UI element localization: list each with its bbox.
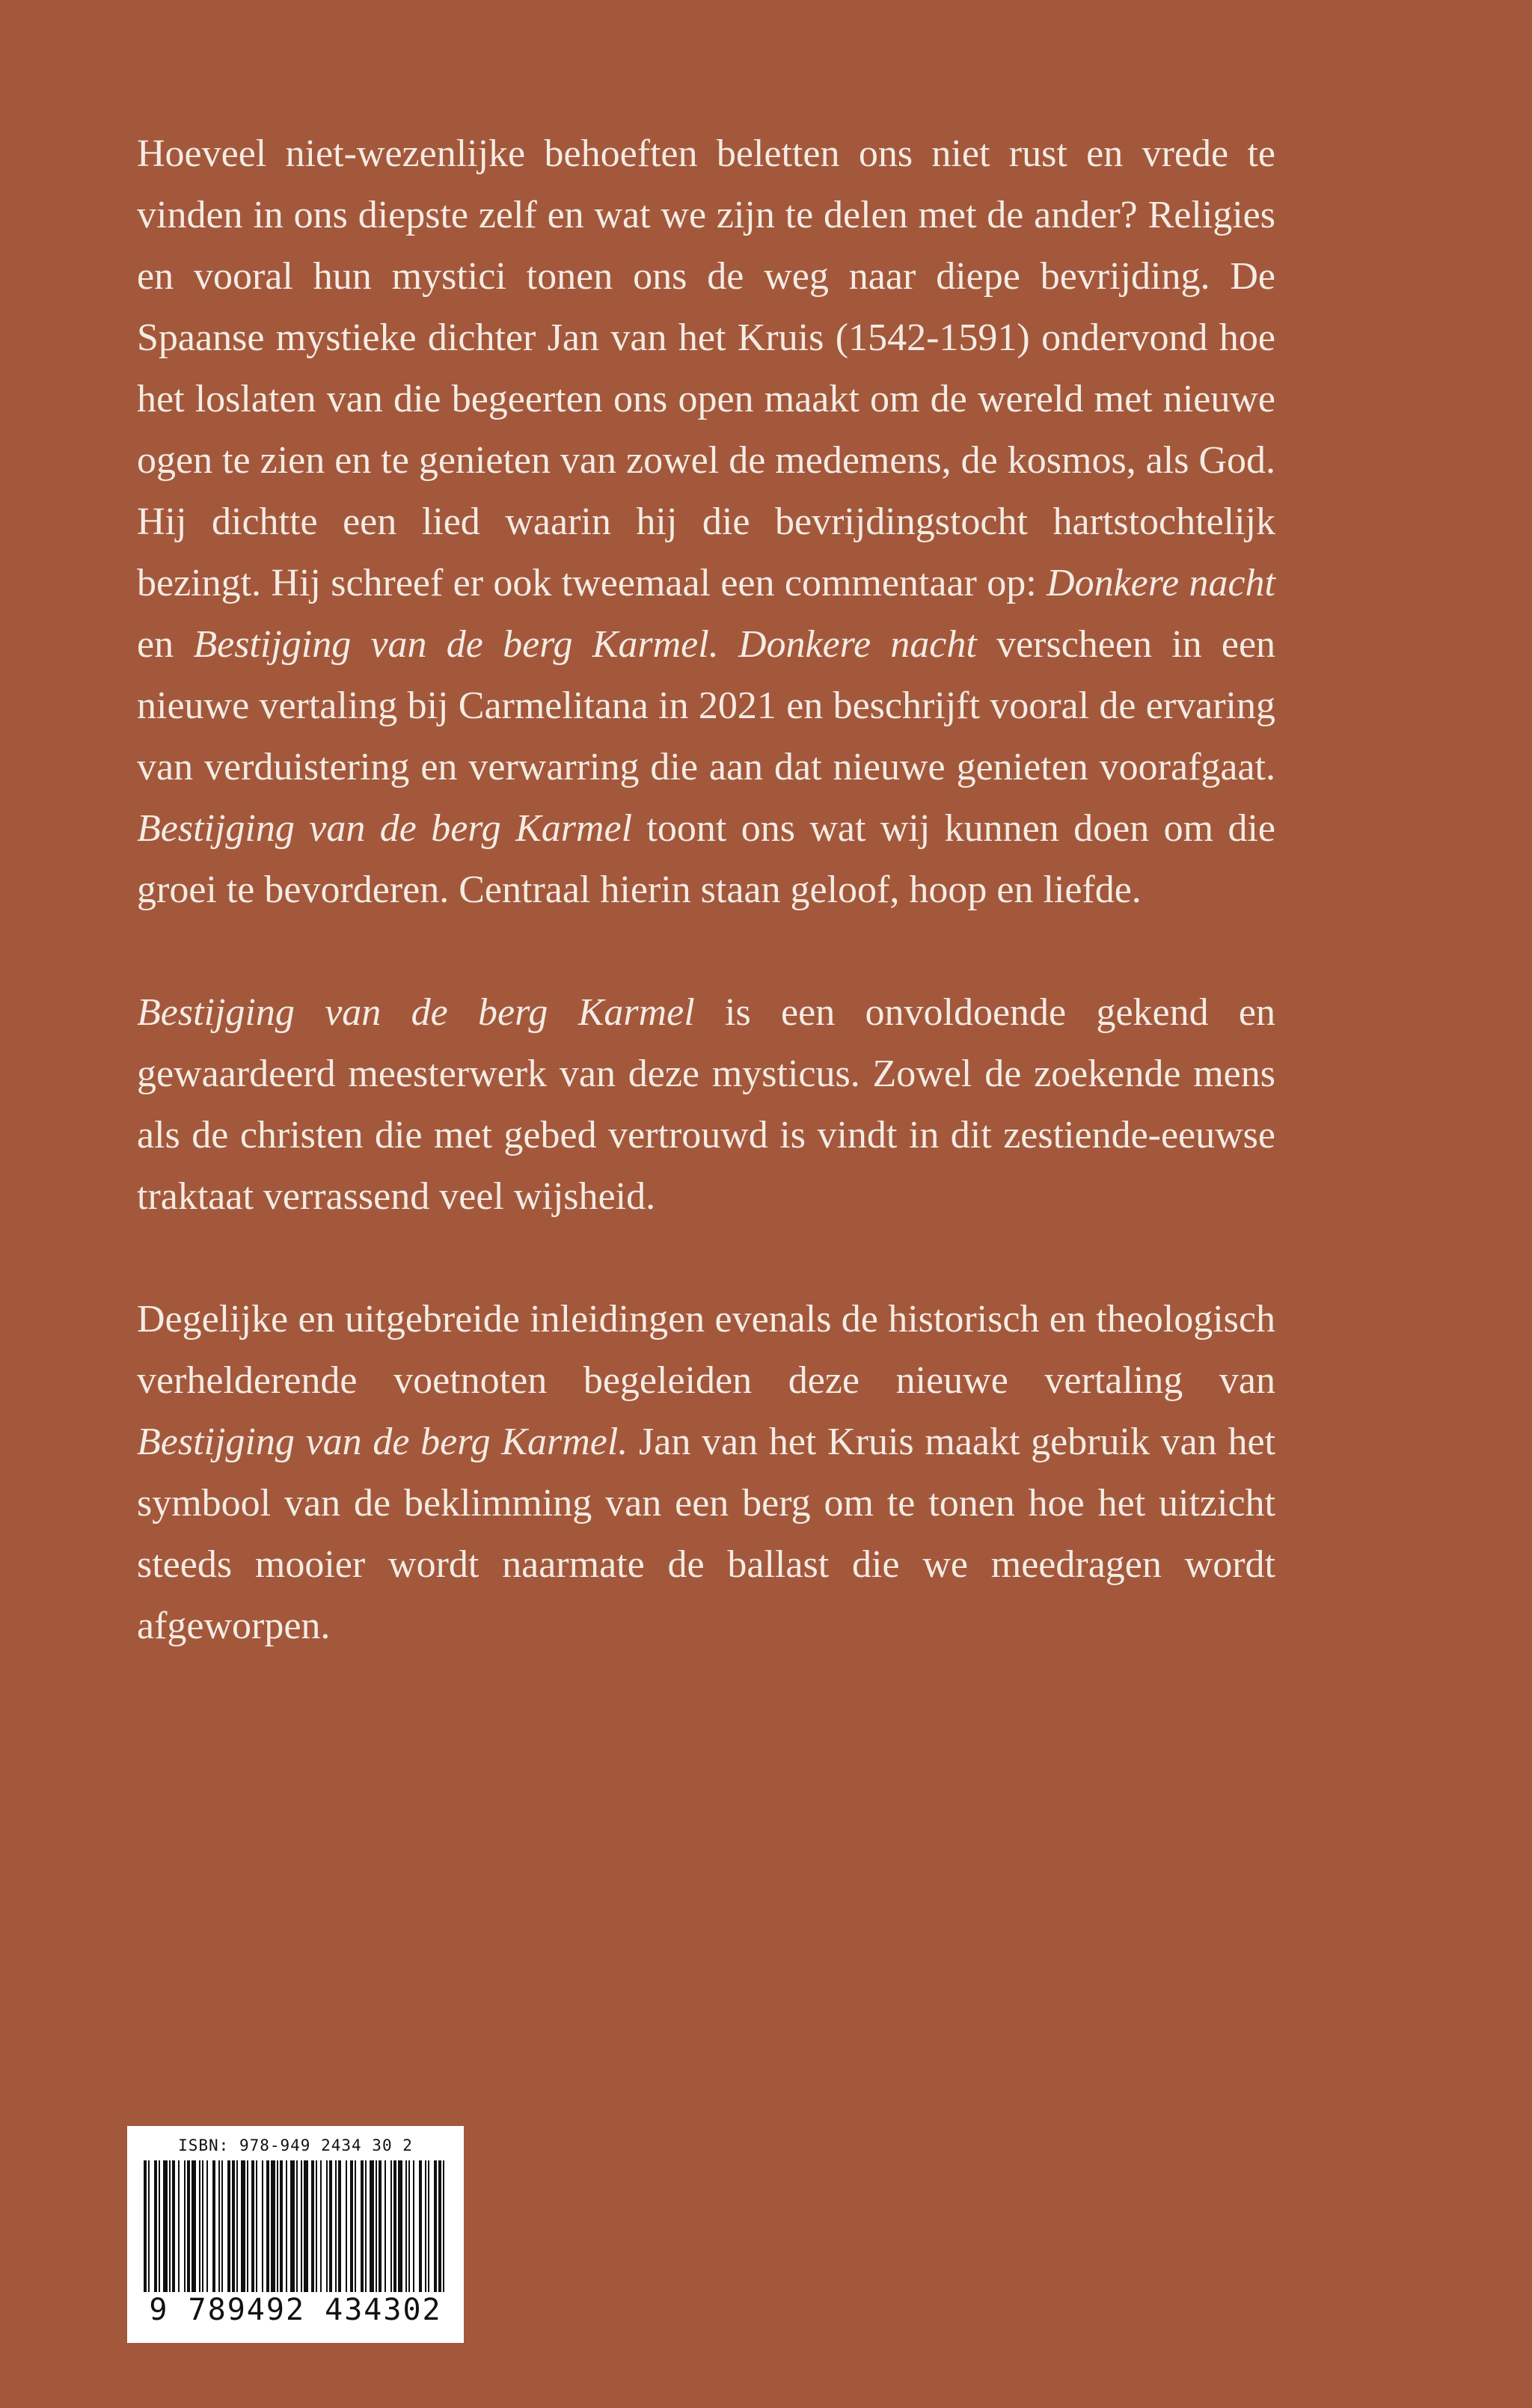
isbn-barcode	[127, 2126, 464, 2343]
paragraph-3: Degelijke en uitgebreide inleidingen evenals de historisch en theologisch verhelderende voetnoten begeleiden deze nieuwe vertaling van Bestijging van de berg Karmel. Jan van het Kruis maakt gebruik van het symbool van de beklimming van een berg om te tonen hoe het uitzicht steeds mooier wordt naarmate de ballast die we meedragen wordt afgeworpen.	[137, 1298, 1275, 1647]
paragraph-1: Hoeveel niet-wezenlijke behoeften beletten ons niet rust en vrede te vinden in ons diepste zelf en wat we zijn te delen met de ander? Religies en vooral hun mystici tonen ons de weg naar diepe bevrijding. De Spaanse mystieke dichter Jan van het Kruis (1542-1591) ondervond hoe het loslaten van die begeerten ons open maakt om de wereld met nieuwe ogen te zien en te genieten van zowel de medemens, de kosmos, als God. Hij dichtte een lied waarin hij die bevrijdingstocht hartstochtelijk bezingt. Hij schreef er ook tweemaal een commentaar op: Donkere nacht en Bestijging van de berg Karmel. Donkere nacht verscheen in een nieuwe vertaling bij Carmelitana in 2021 en beschrijft vooral de ervaring van verduistering en verwarring die aan dat nieuwe genieten voorafgaat. Bestijging van de berg Karmel toont ons wat wij kunnen doen om die groei te bevorderen. Centraal hierin staan geloof, hoop en liefde.	[137, 132, 1276, 911]
barcode-bars-icon	[141, 2160, 450, 2292]
paragraph-2: Bestijging van de berg Karmel is een onvoldoende gekend en gewaardeerd meesterwerk van deze mysticus. Zowel de zoekende mens als de christen die met gebed vertrouwd is vindt in dit zestiende-eeuwse traktaat verrassend veel wijsheid.	[137, 991, 1276, 1218]
isbn-digits: 9 789492 434302	[149, 2293, 442, 2327]
blurb-text	[137, 123, 1275, 1657]
isbn-label: ISBN: 978-949 2434 30 2	[178, 2136, 413, 2154]
